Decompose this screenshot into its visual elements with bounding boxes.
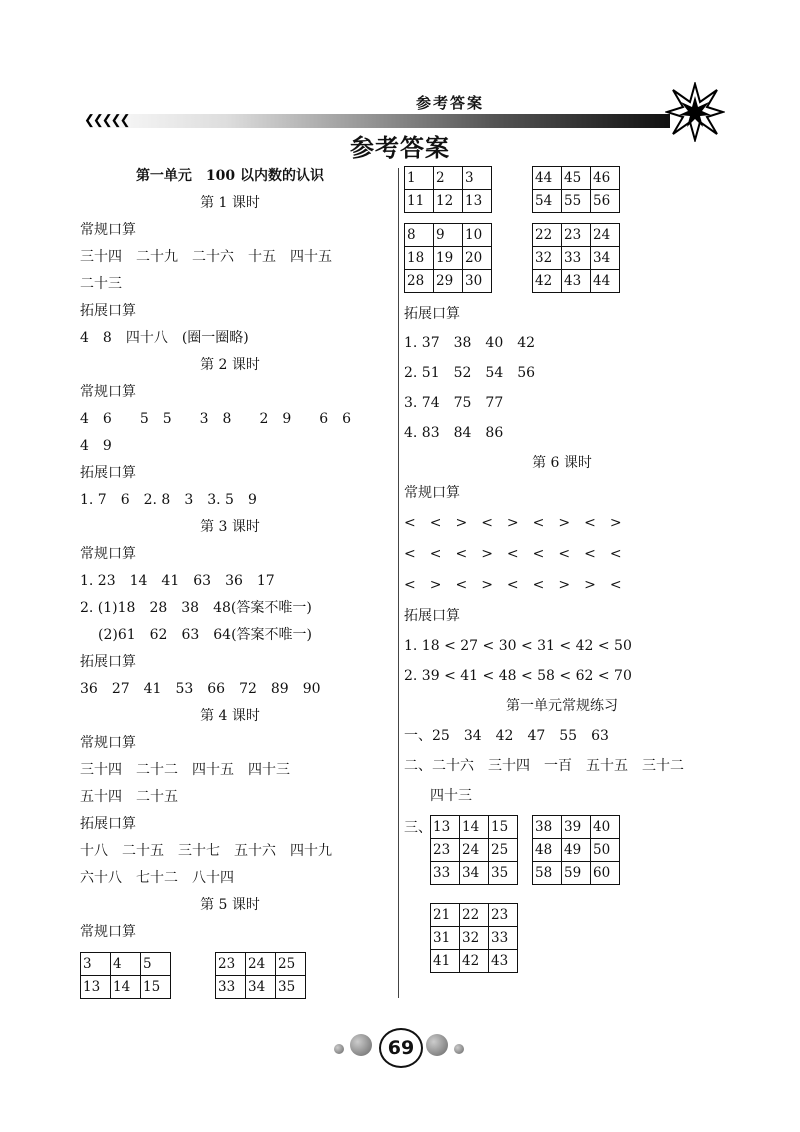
section-label: 拓展口算 — [80, 816, 136, 832]
answer-line: 四十三 — [430, 788, 472, 804]
section-label: 拓展口算 — [80, 654, 136, 670]
grid-cell: 42 — [533, 270, 562, 293]
page-number: 69 — [379, 1028, 423, 1068]
grid-cell: 21 — [431, 904, 460, 927]
grid-cell: 15 — [489, 816, 518, 839]
grid-cell: 22 — [533, 224, 562, 247]
grid-cell: 42 — [460, 950, 489, 973]
column-divider — [398, 168, 399, 998]
answer-line: 4 9 — [80, 438, 112, 454]
lesson-title: 第 2 课时 — [200, 357, 260, 373]
page-footer — [0, 1028, 800, 1068]
grid-cell: 48 — [533, 839, 562, 862]
answer-line: 五十四 二十五 — [80, 789, 178, 805]
header-gradient-bar — [80, 114, 670, 128]
answer-line: 二、二十六 三十四 一百 五十五 三十二 — [404, 758, 684, 774]
section-label: 拓展口算 — [80, 303, 136, 319]
section-label: 常规口算 — [80, 384, 136, 400]
section-label: 常规口算 — [80, 222, 136, 238]
grid-cell: 56 — [591, 190, 620, 213]
number-grid — [80, 952, 171, 999]
grid-cell: 23 — [216, 953, 246, 976]
answer-line: 4 8 四十八 (圈一圈略) — [80, 330, 249, 346]
grid-cell: 20 — [463, 247, 492, 270]
grid-cell: 29 — [434, 270, 463, 293]
lesson-title: 第 5 课时 — [200, 897, 260, 913]
grid-cell: 50 — [591, 839, 620, 862]
number-grid — [430, 903, 518, 973]
grid-cell: 25 — [489, 839, 518, 862]
answer-line: 十八 二十五 三十七 五十六 四十九 — [80, 843, 332, 859]
double-chevron-icon: ❮❮❮❮❮ — [84, 113, 129, 128]
grid-cell: 9 — [434, 224, 463, 247]
left-column — [80, 163, 380, 1007]
section-label: 常规口算 — [80, 546, 136, 562]
grid-cell: 15 — [141, 976, 171, 999]
question-label: 三、 — [404, 820, 432, 836]
grid-cell: 5 — [141, 953, 171, 976]
answer-line: 2. 39 < 41 < 48 < 58 < 62 < 70 — [404, 668, 632, 684]
grid-cell: 30 — [463, 270, 492, 293]
practice-title: 第一单元常规练习 — [506, 698, 618, 714]
grid-cell: 46 — [591, 167, 620, 190]
grid-cell: 44 — [591, 270, 620, 293]
answer-line: 2. (1)18 28 38 48(答案不唯一) — [80, 600, 312, 616]
grid-cell: 10 — [463, 224, 492, 247]
answer-line: 一、25 34 42 47 55 63 — [404, 728, 609, 744]
section-label: 拓展口算 — [80, 465, 136, 481]
grid-cell: 31 — [431, 927, 460, 950]
answer-line: 1. 7 6 2. 8 3 3. 5 9 — [80, 492, 257, 508]
lesson-title: 第 4 课时 — [200, 708, 260, 724]
decor-dot-icon — [454, 1044, 464, 1054]
grid-cell: 38 — [533, 816, 562, 839]
unit-title: 第一单元 100 以内数的认识 — [135, 168, 325, 184]
grid-cell: 33 — [216, 976, 246, 999]
grid-cell: 44 — [533, 167, 562, 190]
number-grid — [532, 223, 620, 293]
grid-cell: 28 — [405, 270, 434, 293]
number-grid — [404, 166, 492, 213]
answer-line: 二十三 — [80, 276, 122, 292]
grid-cell: 3 — [81, 953, 111, 976]
grid-cell: 34 — [246, 976, 276, 999]
grid-cell: 4 — [111, 953, 141, 976]
grid-cell: 22 — [460, 904, 489, 927]
grid-cell: 23 — [431, 839, 460, 862]
grid-cell: 33 — [562, 247, 591, 270]
decor-dot-icon — [426, 1034, 448, 1056]
grid-cell: 13 — [463, 190, 492, 213]
page-title: 参考答案 — [350, 133, 450, 162]
number-grid — [215, 952, 306, 999]
grid-cell: 2 — [434, 167, 463, 190]
grid-cell: 39 — [562, 816, 591, 839]
decor-dot-icon — [350, 1034, 372, 1056]
answer-line: 1. 37 38 40 42 — [404, 335, 536, 351]
grid-cell: 33 — [431, 862, 460, 885]
grid-cell: 3 — [463, 167, 492, 190]
grid-cell: 45 — [562, 167, 591, 190]
grid-cell: 13 — [431, 816, 460, 839]
answer-line: 三十四 二十二 四十五 四十三 — [80, 762, 290, 778]
grid-cell: 23 — [489, 904, 518, 927]
section-label: 常规口算 — [80, 735, 136, 751]
grid-cell: 25 — [276, 953, 306, 976]
grid-cell: 49 — [562, 839, 591, 862]
right-column — [404, 163, 720, 973]
grid-cell: 11 — [405, 190, 434, 213]
grid-cell: 55 — [562, 190, 591, 213]
grid-cell: 24 — [246, 953, 276, 976]
grid-cell: 14 — [460, 816, 489, 839]
lesson-title: 第 3 课时 — [200, 519, 260, 535]
grid-cell: 54 — [533, 190, 562, 213]
grid-cell: 12 — [434, 190, 463, 213]
lesson-title: 第 1 课时 — [200, 195, 260, 211]
grid-cell: 13 — [81, 976, 111, 999]
grid-cell: 40 — [591, 816, 620, 839]
grid-cell: 58 — [533, 862, 562, 885]
answer-line: 4. 83 84 86 — [404, 425, 504, 441]
lesson-title: 第 6 课时 — [532, 455, 592, 471]
number-grid — [532, 166, 620, 213]
answer-line: < < < > < < < < < — [404, 546, 622, 562]
grid-cell: 41 — [431, 950, 460, 973]
section-label: 常规口算 — [404, 485, 460, 501]
answer-line: (2)61 62 63 64(答案不唯一) — [98, 627, 313, 643]
number-grid — [404, 223, 492, 293]
section-label: 常规口算 — [80, 924, 136, 940]
grid-cell: 18 — [405, 247, 434, 270]
answer-line: 4 6 5 5 3 8 2 9 6 6 — [80, 411, 352, 427]
number-grid — [532, 815, 620, 885]
answer-line: 六十八 七十二 八十四 — [80, 870, 234, 886]
grid-cell: 24 — [460, 839, 489, 862]
grid-cell: 23 — [562, 224, 591, 247]
grid-cell: 35 — [489, 862, 518, 885]
grid-cell: 34 — [460, 862, 489, 885]
answer-line: 36 27 41 53 66 72 89 90 — [80, 681, 321, 697]
grid-cell: 34 — [591, 247, 620, 270]
answer-line: < < > < > < > < > — [404, 515, 622, 531]
answer-line: 三十四 二十九 二十六 十五 四十五 — [80, 249, 332, 265]
answer-line: 2. 51 52 54 56 — [404, 365, 536, 381]
grid-cell: 14 — [111, 976, 141, 999]
grid-cell: 1 — [405, 167, 434, 190]
section-label: 拓展口算 — [404, 608, 460, 624]
header-tag: 参考答案 — [415, 94, 484, 112]
answer-line: 3. 74 75 77 — [404, 395, 504, 411]
grid-cell: 33 — [489, 927, 518, 950]
grid-cell: 59 — [562, 862, 591, 885]
answer-line: 1. 18 < 27 < 30 < 31 < 42 < 50 — [404, 638, 632, 654]
number-grid — [430, 815, 518, 885]
answer-line: 1. 23 14 41 63 36 17 — [80, 573, 275, 589]
answer-line: < > < > < < > > < — [404, 577, 622, 593]
grid-cell: 32 — [533, 247, 562, 270]
grid-cell: 43 — [562, 270, 591, 293]
grid-cell: 8 — [405, 224, 434, 247]
grid-cell: 32 — [460, 927, 489, 950]
decor-dot-icon — [334, 1044, 344, 1054]
grid-cell: 60 — [591, 862, 620, 885]
grid-cell: 19 — [434, 247, 463, 270]
section-label: 拓展口算 — [404, 306, 460, 322]
grid-cell: 43 — [489, 950, 518, 973]
grid-cell: 24 — [591, 224, 620, 247]
grid-cell: 35 — [276, 976, 306, 999]
